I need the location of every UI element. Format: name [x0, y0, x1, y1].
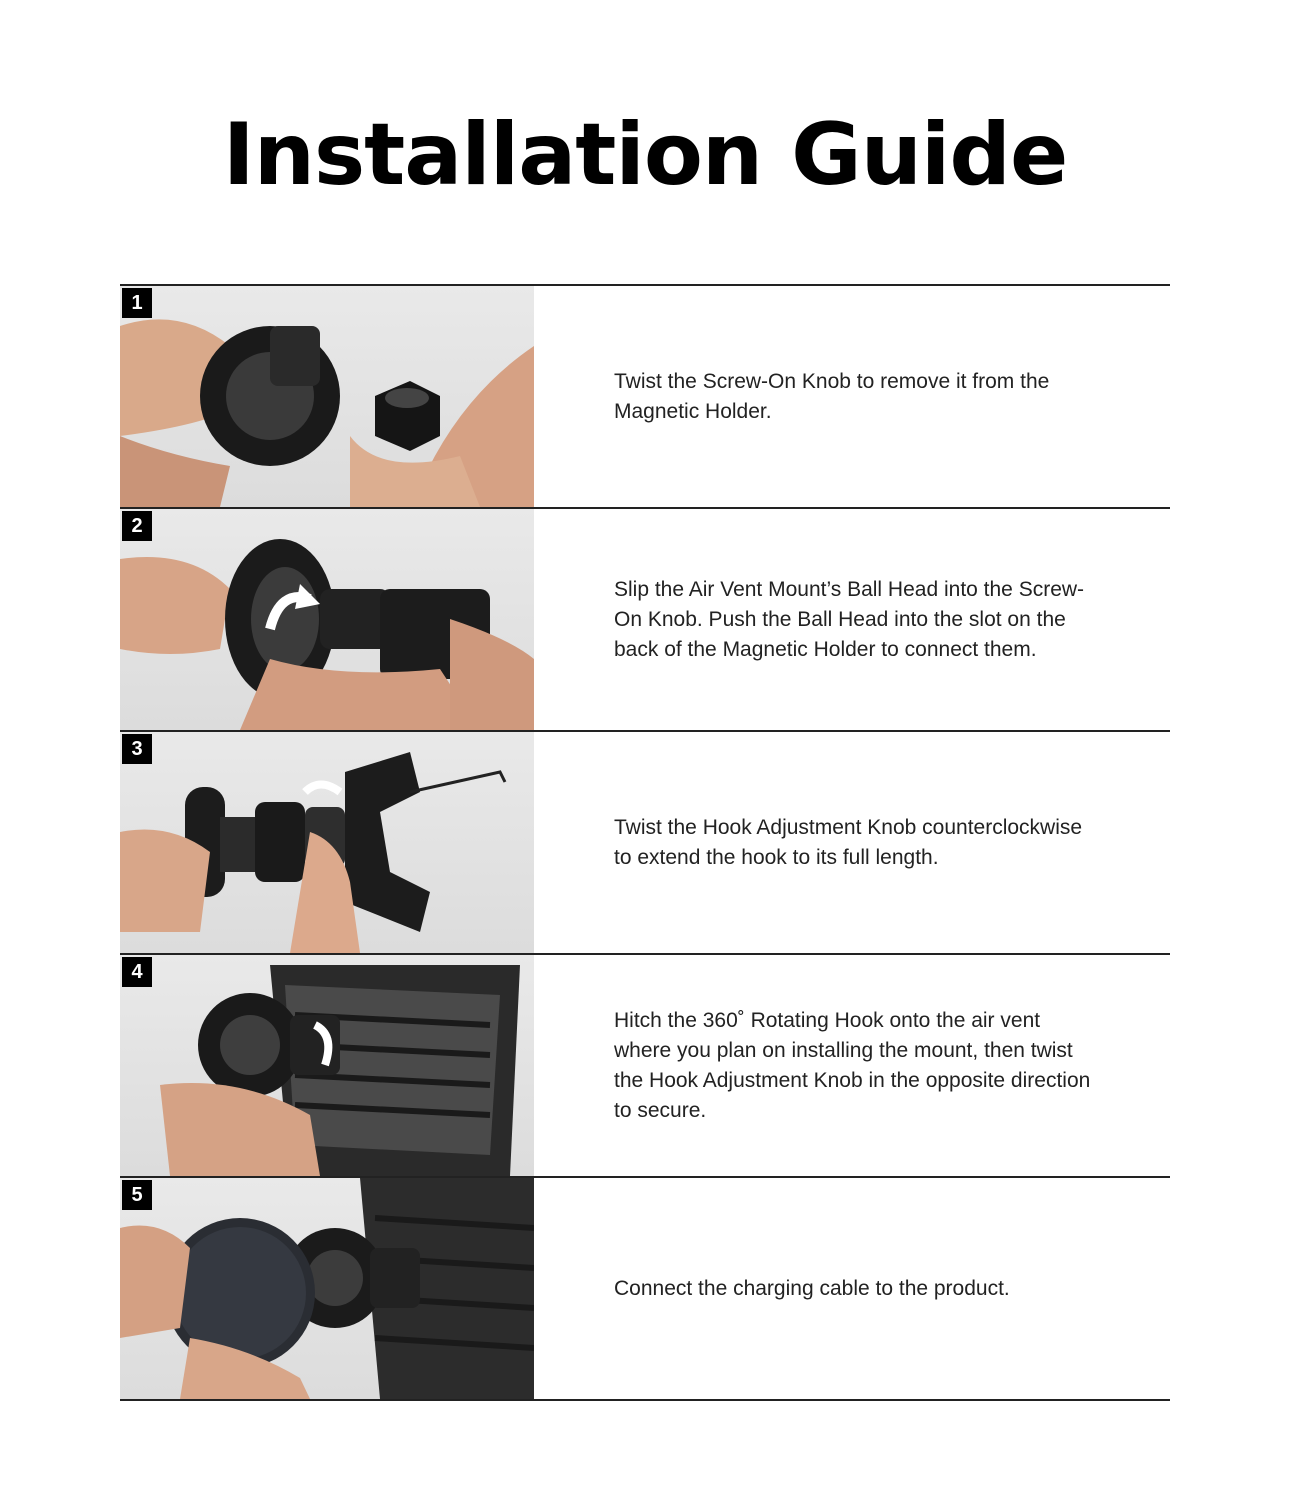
step-number-badge: 4: [122, 957, 152, 987]
steps-list: [120, 284, 1170, 1401]
step-number-badge: 1: [122, 288, 152, 318]
step-5-illustration: [120, 1178, 534, 1399]
step-row: [120, 286, 1170, 509]
step-row: [120, 509, 1170, 732]
step-instruction: Connect the charging cable to the product.: [614, 1276, 1010, 1300]
step-photo: [120, 286, 534, 507]
step-1-illustration: [120, 286, 534, 507]
step-number-badge: 5: [122, 1180, 152, 1210]
step-photo: [120, 955, 534, 1176]
step-instruction: Slip the Air Vent Mount’s Ball Head into the Screw-On Knob. Push the Ball Head into the slot on the back of the Magnetic Holder to connect them.: [614, 577, 1085, 661]
step-number-badge: 3: [122, 734, 152, 764]
step-instruction: Twist the Screw-On Knob to remove it from the Magnetic Holder.: [614, 369, 1050, 423]
step-row: [120, 732, 1170, 955]
step-photo: [120, 1178, 534, 1399]
step-instruction: Hitch the 360˚ Rotating Hook onto the air vent where you plan on installing the mount, then twist the Hook Adjustment Knob in the opposite direction to secure.: [614, 1008, 1091, 1122]
step-instruction: Twist the Hook Adjustment Knob counterclockwise to extend the hook to its full length.: [614, 815, 1083, 869]
step-4-illustration: [120, 955, 534, 1176]
page-title: Installation Guide: [222, 105, 1068, 205]
step-photo: [120, 732, 534, 953]
step-row: [120, 1178, 1170, 1401]
step-row: [120, 955, 1170, 1178]
step-2-illustration: [120, 509, 534, 730]
step-photo: [120, 509, 534, 730]
step-3-illustration: [120, 732, 534, 953]
step-number-badge: 2: [122, 511, 152, 541]
